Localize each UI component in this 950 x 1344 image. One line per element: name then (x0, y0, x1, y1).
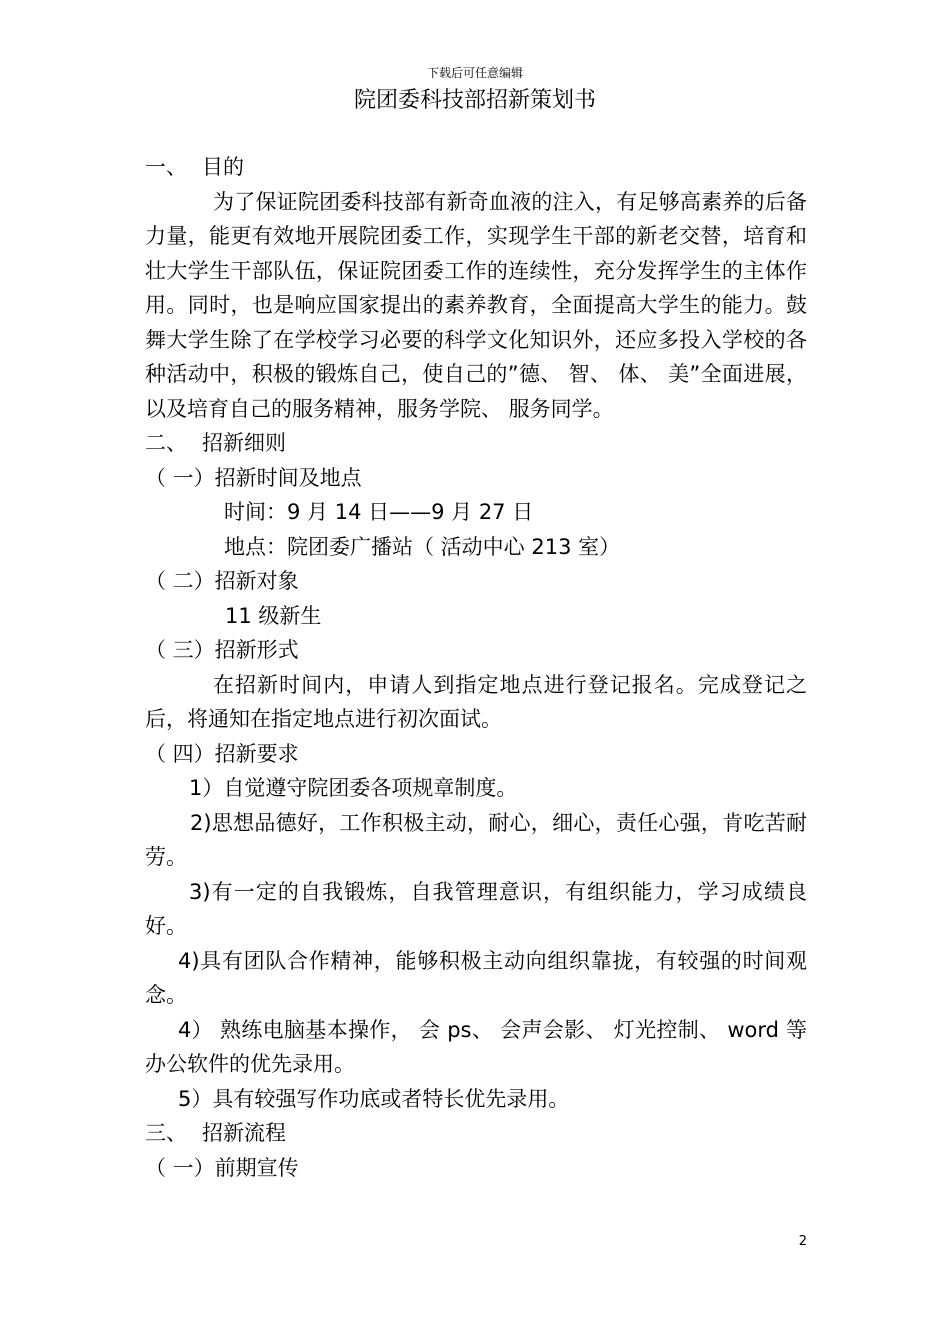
requirement-item: 4)具有团队合作精神，能够积极主动向组织靠拢，有较强的时间观念。 (145, 948, 807, 1007)
section-number: 一、 (145, 155, 187, 179)
section-heading-process (145, 1116, 807, 1151)
section-label: 目的 (202, 155, 244, 179)
section-heading-rules (145, 426, 807, 461)
page-title: 院团委科技部招新策划书 (353, 88, 596, 113)
download-note: 下载后可任意编辑 (426, 66, 523, 80)
subheading-target: （ 二）招新对象 (145, 569, 299, 593)
subheading-form: （ 三）招新形式 (145, 638, 299, 662)
requirement-item: 5）具有较强写作功底或者特长优先录用。 (178, 1086, 570, 1111)
section-label: 招新细则 (202, 431, 286, 455)
purpose-paragraph: 为了保证院团委科技部有新奇血液的注入，有足够高素养的后备力量，能更有效地开展院团委工作，实现学生干部的新老交替，培育和壮大学生干部队伍，保证院团委工作的连续性，充分发挥学生的主体作用。同时，也是响应国家提出的素养教育，全面提高大学生的能力。鼓舞大学生除了在学校学习必要的科学文化知识外，还应多投入学校的各种活动中，积极的锻炼自己，使自己的”德、 智、 体、 美”全面进展，以及培育自己的服务精神，服务学院、 服务同学。 (145, 189, 807, 421)
section-number: 二、 (145, 431, 187, 455)
requirement-item: 4） 熟练电脑基本操作， 会 ps、 会声会影、 灯光控制、 word 等办公软件的优先录用。 (145, 1017, 807, 1076)
form-paragraph: 在招新时间内，申请人到指定地点进行登记报名。完成登记之后，将通知在指定地点进行初次面试。 (145, 672, 807, 731)
section-label: 招新流程 (202, 1121, 286, 1145)
recruit-time: 时间：9 月 14 日——9 月 27 日 (224, 500, 534, 524)
subheading-time-place: （ 一）招新时间及地点 (145, 465, 362, 490)
requirement-item: 1）自觉遵守院团委各项规章制度。 (189, 776, 518, 800)
section-number: 三、 (145, 1121, 187, 1145)
section-heading-purpose (145, 150, 807, 185)
subheading-requirements: （ 四）招新要求 (145, 741, 299, 766)
requirement-item: 2)思想品德好，工作积极主动，耐心，细心，责任心强，肯吃苦耐劳。 (145, 810, 807, 869)
requirement-item: 3)有一定的自我锻炼，自我管理意识，有组织能力，学习成绩良好。 (145, 879, 807, 938)
page-number: 2 (798, 1234, 807, 1249)
document-body (145, 150, 807, 1185)
recruit-place: 地点：院团委广播站（ 活动中心 213 室） (224, 534, 621, 559)
recruit-target: 11 级新生 (225, 603, 322, 628)
subheading-promotion: （ 一）前期宣传 (145, 1155, 299, 1180)
